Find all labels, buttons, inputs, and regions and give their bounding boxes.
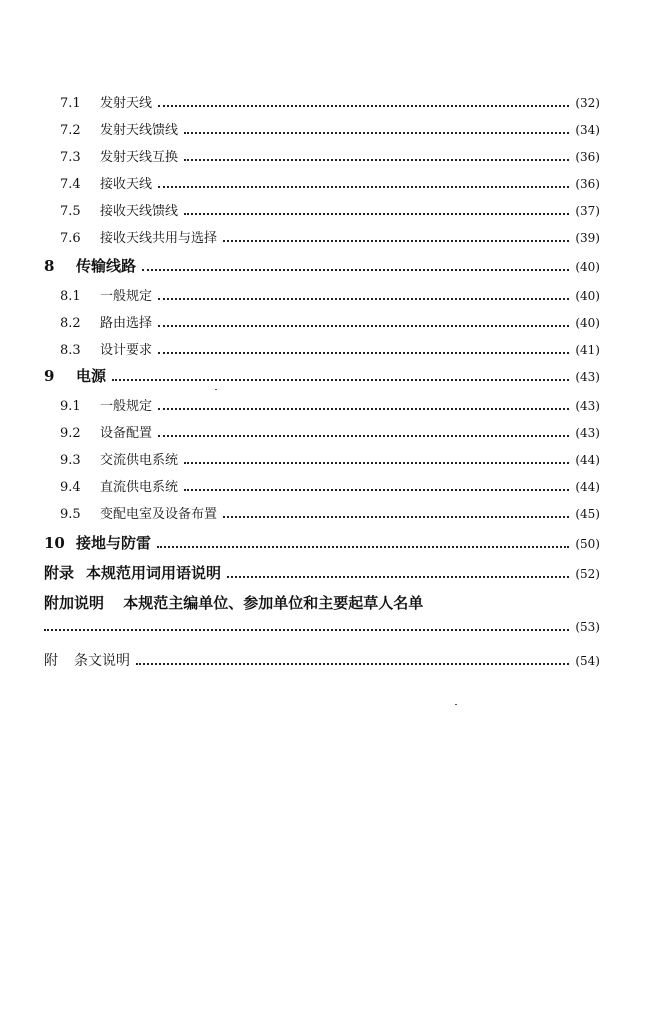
toc-entry-7-2 <box>60 119 600 138</box>
dot-leader <box>142 269 569 271</box>
toc-entry-7-4 <box>60 173 600 192</box>
toc-chapter-page: (43) <box>575 370 600 384</box>
toc-entry-7-6 <box>60 227 600 246</box>
toc-entry-page: (40) <box>575 316 600 330</box>
toc-additional-notes-title: 本规范主编单位、参加单位和主要起草人名单 <box>123 594 424 612</box>
toc-chapter-number: 8 <box>44 257 55 275</box>
dot-leader <box>158 435 569 437</box>
toc-chapter-page: (40) <box>575 260 600 274</box>
toc-entry-title: 发射天线馈线 <box>100 123 179 138</box>
toc-entry-number: 9.4 <box>60 480 81 495</box>
toc-entry-page: (36) <box>575 177 600 191</box>
toc-entry-number: 9.2 <box>60 426 81 441</box>
toc-entry-title: 发射天线 <box>100 96 153 111</box>
dot-leader <box>158 352 569 354</box>
toc-appendix-label: 附录 <box>44 564 75 582</box>
toc-entry-8-2 <box>60 312 600 331</box>
toc-entry-title: 路由选择 <box>100 316 153 331</box>
toc-entry-page: (44) <box>575 453 600 467</box>
toc-clause-page: (54) <box>575 654 600 668</box>
toc-appendix-page: (52) <box>575 567 600 581</box>
toc-entry-page: (43) <box>575 426 600 440</box>
dot-leader <box>136 663 569 665</box>
toc-entry-9-4 <box>60 476 600 495</box>
toc-chapter-title: 传输线路 <box>76 257 137 275</box>
dot-leader <box>158 105 569 107</box>
dot-leader <box>158 325 569 327</box>
toc-entry-9-5 <box>60 503 600 522</box>
toc-entry-page: (43) <box>575 399 600 413</box>
toc-entry-number: 7.5 <box>60 204 81 219</box>
toc-entry-title: 直流供电系统 <box>100 480 179 495</box>
toc-additional-notes-label: 附加说明 <box>44 594 105 612</box>
toc-entry-page: (40) <box>575 289 600 303</box>
toc-entry-9-1 <box>60 395 600 414</box>
toc-entry-page: (45) <box>575 507 600 521</box>
toc-chapter-10 <box>44 532 600 553</box>
toc-entry-9-2 <box>60 422 600 441</box>
toc-clause-title: 条文说明 <box>74 653 130 669</box>
toc-appendix <box>44 562 600 583</box>
dot-leader <box>112 379 569 381</box>
dot-leader <box>158 298 569 300</box>
toc-entry-7-5 <box>60 200 600 219</box>
toc-entry-7-3 <box>60 146 600 165</box>
toc-chapter-8 <box>44 255 600 276</box>
dot-leader <box>227 576 569 578</box>
toc-clause-explanation <box>44 650 600 670</box>
toc-additional-notes <box>44 592 423 613</box>
toc-entry-title: 设备配置 <box>100 426 153 441</box>
toc-entry-number: 7.6 <box>60 231 81 246</box>
dot-leader <box>158 408 569 410</box>
dot-leader <box>184 462 569 464</box>
toc-chapter-title: 电源 <box>76 367 107 385</box>
toc-chapter-page: (50) <box>575 537 600 551</box>
dot-leader <box>184 489 569 491</box>
toc-entry-page: (36) <box>575 150 600 164</box>
dot-leader <box>158 186 569 188</box>
toc-chapter-number: 10 <box>44 534 65 552</box>
toc-entry-title: 交流供电系统 <box>100 453 179 468</box>
toc-entry-8-3 <box>60 339 600 358</box>
toc-entry-title: 变配电室及设备布置 <box>100 507 218 522</box>
toc-entry-page: (37) <box>575 204 600 218</box>
toc-entry-number: 8.1 <box>60 289 81 304</box>
toc-entry-title: 接收天线 <box>100 177 153 192</box>
scan-speck <box>455 704 457 705</box>
toc-entry-title: 发射天线互换 <box>100 150 179 165</box>
toc-chapter-9 <box>44 365 600 386</box>
dot-leader <box>184 213 569 215</box>
toc-appendix-title: 本规范用词用语说明 <box>86 564 222 582</box>
toc-entry-number: 7.1 <box>60 96 81 111</box>
toc-entry-title: 一般规定 <box>100 289 153 304</box>
toc-entry-title: 接收天线共用与选择 <box>100 231 218 246</box>
toc-entry-number: 7.4 <box>60 177 81 192</box>
toc-entry-number: 7.2 <box>60 123 81 138</box>
toc-entry-9-3 <box>60 449 600 468</box>
toc-chapter-title: 接地与防雷 <box>76 534 152 552</box>
dot-leader <box>184 132 569 134</box>
toc-entry-number: 9.5 <box>60 507 81 522</box>
toc-entry-title: 一般规定 <box>100 399 153 414</box>
toc-entry-7-1 <box>60 92 600 111</box>
dot-leader <box>184 159 569 161</box>
dot-leader <box>223 240 569 242</box>
toc-entry-page: (32) <box>575 96 600 110</box>
dot-leader <box>223 516 569 518</box>
scan-speck <box>215 389 217 390</box>
toc-entry-number: 9.1 <box>60 399 81 414</box>
toc-clause-label: 附 <box>44 653 58 669</box>
toc-entry-number: 7.3 <box>60 150 81 165</box>
toc-chapter-number: 9 <box>44 367 55 385</box>
dot-leader <box>44 629 569 631</box>
toc-entry-number: 8.2 <box>60 316 81 331</box>
toc-additional-notes-leader-line <box>44 620 600 634</box>
toc-entry-page: (39) <box>575 231 600 245</box>
toc-entry-8-1 <box>60 285 600 304</box>
toc-entry-number: 8.3 <box>60 343 81 358</box>
toc-entry-title: 设计要求 <box>100 343 153 358</box>
toc-entry-page: (41) <box>575 343 600 357</box>
toc-additional-notes-page: (53) <box>575 620 600 634</box>
toc-entry-title: 接收天线馈线 <box>100 204 179 219</box>
toc-entry-page: (34) <box>575 123 600 137</box>
toc-entry-page: (44) <box>575 480 600 494</box>
dot-leader <box>157 546 569 548</box>
toc-entry-number: 9.3 <box>60 453 81 468</box>
